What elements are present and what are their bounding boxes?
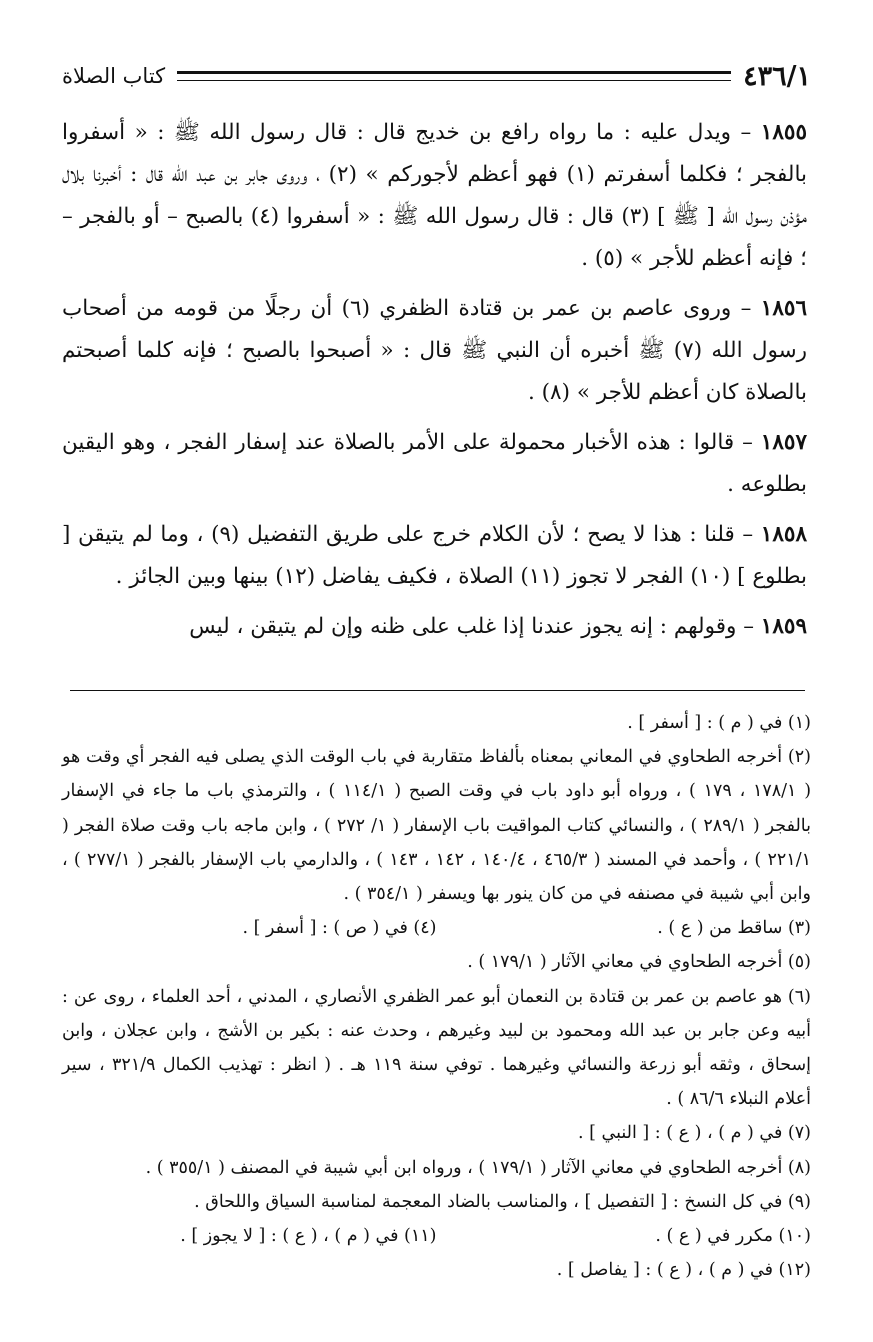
paragraph-1858 <box>62 514 807 598</box>
main-text <box>62 112 807 656</box>
footnote-8: (٨) أخرجه الطحاوي في معاني الآثار ( ١٧٩/١ ) ، ورواه ابن أبي شيبة في المصنف ( ٣٥٥/١ ) . <box>145 1157 811 1178</box>
paragraph-text: – وروى عاصم بن عمر بن قتادة الظفري (٦) أن رجلًا من قومه من أصحاب رسول الله (٧) ﷺ أخبره أن النبي ﷺ قال : « أصبحوا بالصبح ؛ فإنه كلما أصبحتم بالصلاة كان أعظم للأجر » (٨) . <box>62 296 807 405</box>
paragraph-number: ١٨٥٨ <box>760 522 807 547</box>
footnote-4: (٤) في ( ص ) : [ أسفر ] . <box>242 918 437 939</box>
paragraph-number: ١٨٥٥ <box>760 120 807 145</box>
footnote-6: (٦) هو عاصم بن عمر بن قتادة بن النعمان أبو عمر الظفري الأنصاري ، المدني ، أحد العلماء ، روى عن : أبيه وعن جابر بن عبد الله ومحمود بن لبيد وغيرهم ، وحدث عنه : بكير بن الأشج ، وابن عجلان ، وابن إسحاق ، وثقه أبو زرعة والنسائي وغيرهما . توفي سنة ١١٩ هـ . ( انظر : تهذيب الكمال ٣٢١/٩ ، سير أعلام النبلاء ٨٦/٦ ) . <box>62 986 812 1110</box>
footnote-3: (٣) ساقط من ( ع ) . <box>657 918 811 939</box>
paragraph-1856 <box>62 288 807 414</box>
footnote-11: (١١) في ( م ) ، ( ع ) : [ لا يجوز ] . <box>180 1226 437 1247</box>
paragraph-number: ١٨٥٧ <box>760 430 807 455</box>
footnote-row <box>62 1219 811 1253</box>
footnote-row <box>62 911 811 945</box>
footnotes <box>62 706 811 1287</box>
page-number: ٤٣٦/١ <box>743 60 811 92</box>
footnote-7: (٧) في ( م ) ، ( ع ) : [ النبي ] . <box>577 1123 811 1144</box>
paragraph-1855 <box>62 112 807 280</box>
paragraph-text: – ويدل عليه : ما رواه رافع بن خديج قال : قال رسول الله ﷺ : « أسفروا بالفجر ؛ فكلما أسفرتم (١) فهو أعظم لأجوركم » (٢) ، وروى جابر بن عبد الله قال : أخبرنا بلال مؤذن رسول الله [ ﷺ ] (٣) قال : قال رسول الله ﷺ : « أسفروا (٤) بالصبح – أو بالفجر – ؛ فإنه أعظم للأجر » (٥) . <box>62 120 807 271</box>
paragraph-number: ١٨٥٩ <box>760 614 807 639</box>
page-header <box>62 58 811 94</box>
footnote-10: (١٠) مكرر في ( ع ) . <box>655 1226 811 1247</box>
paragraph-text: – قالوا : هذه الأخبار محمولة على الأمر بالصلاة عند إسفار الفجر ، وهو اليقين بطلوعه . <box>62 430 807 497</box>
paragraph-text: – وقولهم : إنه يجوز عندنا إذا غلب على ظنه وإن لم يتيقن ، ليس <box>189 614 761 639</box>
paragraph-text: – قلنا : هذا لا يصح ؛ لأن الكلام خرج على طريق التفضيل (٩) ، وما لم يتيقن [ بطلوع ] (١٠) الفجر لا تجوز (١١) الصلاة ، فكيف يفاضل (١٢) بينها وبين الجائز . <box>62 522 807 589</box>
footnote-12: (١٢) في ( م ) ، ( ع ) : [ يفاصل ] . <box>556 1260 811 1281</box>
paragraph-1859 <box>62 606 807 648</box>
footnote-2: (٢) أخرجه الطحاوي في المعاني بمعناه بألفاظ متقاربة في باب الوقت الذي يصلى فيه الفجر أي وقت هو ( ١٧٨/١ ، ١٧٩ ) ، ورواه أبو داود باب في وقت الصبح ( ١١٤/١ ) ، والترمذي باب ما جاء في الإسفار بالفجر ( ٢٨٩/١ ) ، والنسائي كتاب المواقيت باب الإسفار ( ١/ ٢٧٢ ) ، وابن ماجه باب وقت صلاة الفجر ( ٢٢١/١ ) ، وأحمد في المسند ( ٤٦٥/٣ ، ١٤٠/٤ ، ١٤٢ ، ١٤٣ ) ، والدارمي باب الإسفار بالفجر ( ٢٧٧/١ ) ، وابن أبي شيبة في مصنفه في من كان ينور بها ويسفر ( ٣٥٤/١ ) . <box>62 747 812 905</box>
footnote-1: (١) في ( م ) : [ أسفر ] . <box>627 713 811 733</box>
footnote-5: (٥) أخرجه الطحاوي في معاني الآثار ( ١٧٩/١ ) . <box>467 952 811 973</box>
footnote-divider <box>70 690 805 691</box>
footnote-9: (٩) في كل النسخ : [ التفصيل ] ، والمناسب بالضاد المعجمة لمناسبة السياق واللحاق . <box>194 1191 811 1212</box>
paragraph-number: ١٨٥٦ <box>760 296 807 321</box>
header-rule <box>177 71 731 81</box>
paragraph-1857 <box>62 422 807 506</box>
book-title: كتاب الصلاة <box>62 64 166 88</box>
